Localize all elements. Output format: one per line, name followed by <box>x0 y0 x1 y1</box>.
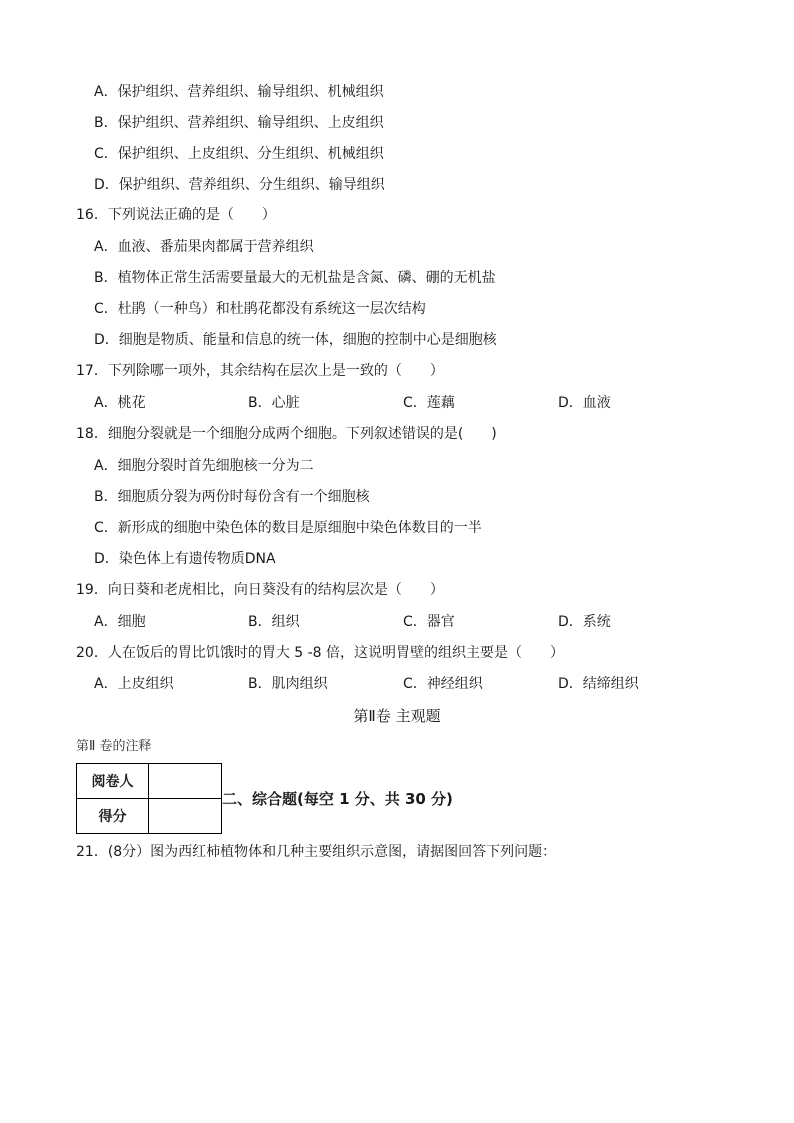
q17-option-d: D．血液 <box>558 395 611 411</box>
q16-option-a: A．血液、番茄果肉都属于营养组织 <box>94 239 314 255</box>
q16-stem: 16．下列说法正确的是（ ） <box>76 207 276 223</box>
q20-option-a: A．上皮组织 <box>94 676 174 692</box>
section-note: 第Ⅱ 卷的注释 <box>76 739 152 754</box>
q18-option-a: A．细胞分裂时首先细胞核一分为二 <box>94 458 314 474</box>
q18-option-d: D．染色体上有遗传物质DNA <box>94 551 276 567</box>
score-blank <box>149 799 222 834</box>
q19-option-b: B．组织 <box>248 614 300 630</box>
q19-stem: 19．向日葵和老虎相比，向日葵没有的结构层次是（ ） <box>76 582 444 598</box>
reviewer-label: 阅卷人 <box>77 764 149 799</box>
q20-option-b: B．肌肉组织 <box>248 676 328 692</box>
reviewer-blank <box>149 764 222 799</box>
score-label: 得分 <box>77 799 149 834</box>
q18-stem: 18．细胞分裂就是一个细胞分成两个细胞。下列叙述错误的是( ) <box>76 426 497 442</box>
q15-option-a: A．保护组织、营养组织、输导组织、机械组织 <box>94 84 384 100</box>
q17-option-b: B．心脏 <box>248 395 300 411</box>
q18-option-b: B．细胞质分裂为两份时每份含有一个细胞核 <box>94 489 370 505</box>
q17-option-c: C．莲藕 <box>403 395 455 411</box>
q16-option-d: D．细胞是物质、能量和信息的统一体，细胞的控制中心是细胞核 <box>94 332 497 348</box>
part-heading: 二、综合题(每空 1 分、共 30 分) <box>222 790 453 808</box>
q19-option-d: D．系统 <box>558 614 611 630</box>
q20-option-c: C．神经组织 <box>403 676 483 692</box>
q20-stem: 20．人在饭后的胃比饥饿时的胃大 5 -8 倍，这说明胃壁的组织主要是（ ） <box>76 645 565 661</box>
q15-option-c: C．保护组织、上皮组织、分生组织、机械组织 <box>94 146 384 162</box>
q21-stem: 21．(8分）图为西红柿植物体和几种主要组织示意图，请据图回答下列问题： <box>76 844 557 860</box>
q16-option-c: C．杜鹃（一种鸟）和杜鹃花都没有系统这一层次结构 <box>94 301 426 317</box>
q17-stem: 17．下列除哪一项外，其余结构在层次上是一致的（ ） <box>76 363 444 379</box>
section-title: 第Ⅱ卷 主观题 <box>353 707 441 725</box>
q19-option-c: C．器官 <box>403 614 455 630</box>
q16-option-b: B．植物体正常生活需要量最大的无机盐是含氮、磷、硼的无机盐 <box>94 270 496 286</box>
q20-option-d: D．结缔组织 <box>558 676 639 692</box>
q19-option-a: A．细胞 <box>94 614 146 630</box>
q18-option-c: C．新形成的细胞中染色体的数目是原细胞中染色体数目的一半 <box>94 520 482 536</box>
score-table <box>76 763 222 834</box>
q15-option-d: D．保护组织、营养组织、分生组织、输导组织 <box>94 177 385 193</box>
q17-option-a: A．桃花 <box>94 395 146 411</box>
q15-option-b: B．保护组织、营养组织、输导组织、上皮组织 <box>94 115 384 131</box>
